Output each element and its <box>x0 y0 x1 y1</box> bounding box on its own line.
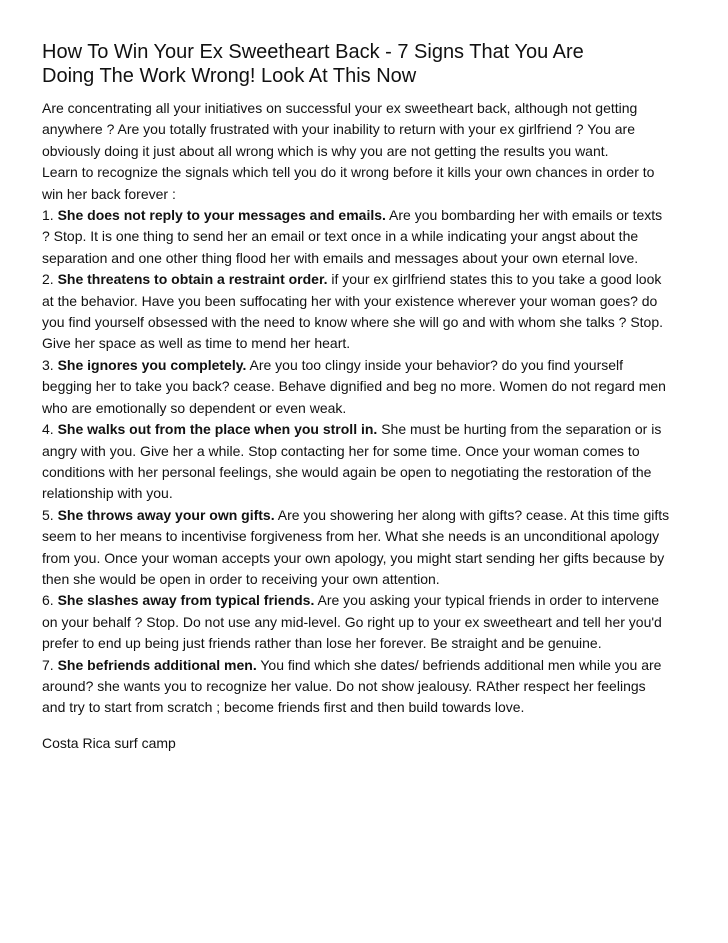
sign-text: Are you bombarding her with emails or texts <box>385 207 663 224</box>
sign-line: at the behavior. Have you been suffocating her with your existence wherever your woman goes? do <box>42 292 658 309</box>
sign-number: 3. <box>42 356 58 373</box>
sign-item <box>42 655 692 719</box>
sign-line: conditions with her personal feelings, she would again be open to negotiating the restoration of the <box>42 463 652 480</box>
intro-line: win her back forever : <box>42 185 176 202</box>
title-line: Doing The Work Wrong! Look At This Now <box>42 65 417 87</box>
sign-first-line <box>42 655 692 676</box>
sign-text: Are you asking your typical friends in order to intervene <box>314 592 660 609</box>
sign-item <box>42 505 692 591</box>
sign-line: relationship with you. <box>42 485 173 502</box>
sign-line: on your behalf ? Stop. Do not use any mid-level. Go right up to your ex sweetheart and tell her you'd <box>42 613 662 630</box>
sign-text: You find which she dates/ befriends additional men while you are <box>256 656 662 673</box>
sign-line: who are emotionally so dependent or even weak. <box>42 399 347 416</box>
title-line: How To Win Your Ex Sweetheart Back - 7 Signs That You Are <box>42 41 584 63</box>
sign-line: separation and one other thing flood her with emails and messages about your own eternal love. <box>42 249 639 266</box>
footer-link-text[interactable]: Costa Rica surf camp <box>42 734 176 751</box>
sign-number: 5. <box>42 506 58 523</box>
sign-number: 2. <box>42 271 58 288</box>
intro-line: Are concentrating all your initiatives on successful your ex sweetheart back, although not getting <box>42 100 638 116</box>
sign-line: Give her space as well as time to mend her heart. <box>42 335 351 352</box>
sign-item <box>42 355 692 419</box>
intro-line: Learn to recognize the signals which tell you do it wrong before it kills your own chances in order to <box>42 164 655 181</box>
sign-line: ? Stop. It is one thing to send her an email or text once in a while indicating your angst about the <box>42 228 639 245</box>
intro-paragraph <box>42 98 692 205</box>
sign-text: if your ex girlfriend states this to you take a good look <box>327 271 662 288</box>
sign-first-line <box>42 269 692 290</box>
sign-item <box>42 590 692 654</box>
sign-heading: She throws away your own gifts. <box>57 506 275 523</box>
sign-line: around? she wants you to recognize her value. Do not show jealousy. RAther respect her feelings <box>42 677 646 694</box>
sign-heading: She walks out from the place when you stroll in. <box>57 421 378 438</box>
sign-text: Are you too clingy inside your behavior? do you find yourself <box>246 356 624 373</box>
sign-number: 6. <box>42 592 58 609</box>
sign-line: you find yourself obsessed with the need to know where she will go and with whom she talks ? Stop. <box>42 314 664 331</box>
sign-heading: She slashes away from typical friends. <box>57 592 315 609</box>
sign-line: begging her to take you back? cease. Behave dignified and beg no more. Women do not regard men <box>42 378 666 395</box>
sign-line: then she would be open in order to receiving your own attention. <box>42 570 440 587</box>
sign-first-line <box>42 505 692 526</box>
sign-heading: She does not reply to your messages and emails. <box>57 207 386 224</box>
sign-number: 7. <box>42 656 58 673</box>
document-title <box>42 40 692 88</box>
sign-line: prefer to end up being just friends rather than lose her forever. Be straight and be genuine. <box>42 635 602 652</box>
sign-heading: She befriends additional men. <box>57 656 257 673</box>
sign-line: from you. Once your woman accepts your own apology, you might start sending her gifts because by <box>42 549 665 566</box>
intro-line: obviously doing it just about all wrong which is why you are not getting the results you want. <box>42 142 609 159</box>
sign-first-line <box>42 419 692 440</box>
sign-first-line <box>42 205 692 226</box>
sign-heading: She threatens to obtain a restraint order. <box>57 271 328 288</box>
sign-item <box>42 269 692 355</box>
sign-first-line <box>42 590 692 611</box>
sign-number: 4. <box>42 421 58 438</box>
sign-line: and try to start from scratch ; become friends first and then build towards love. <box>42 699 525 716</box>
sign-text: She must be hurting from the separation or is <box>377 421 662 438</box>
sign-heading: She ignores you completely. <box>57 356 247 373</box>
document-page <box>42 40 692 753</box>
sign-line: angry with you. Give her a while. Stop contacting her for some time. Once your woman comes to <box>42 442 640 459</box>
sign-number: 1. <box>42 207 58 224</box>
intro-line: anywhere ? Are you totally frustrated with your inability to return with your ex girlfriend ? You are <box>42 121 635 138</box>
sign-first-line <box>42 355 692 376</box>
sign-line: seem to her means to incentivise forgiveness from her. What she needs is an unconditional apology <box>42 528 660 545</box>
sign-item <box>42 419 692 505</box>
sign-item <box>42 205 692 269</box>
sign-text: Are you showering her along with gifts? cease. At this time gifts <box>274 506 670 523</box>
